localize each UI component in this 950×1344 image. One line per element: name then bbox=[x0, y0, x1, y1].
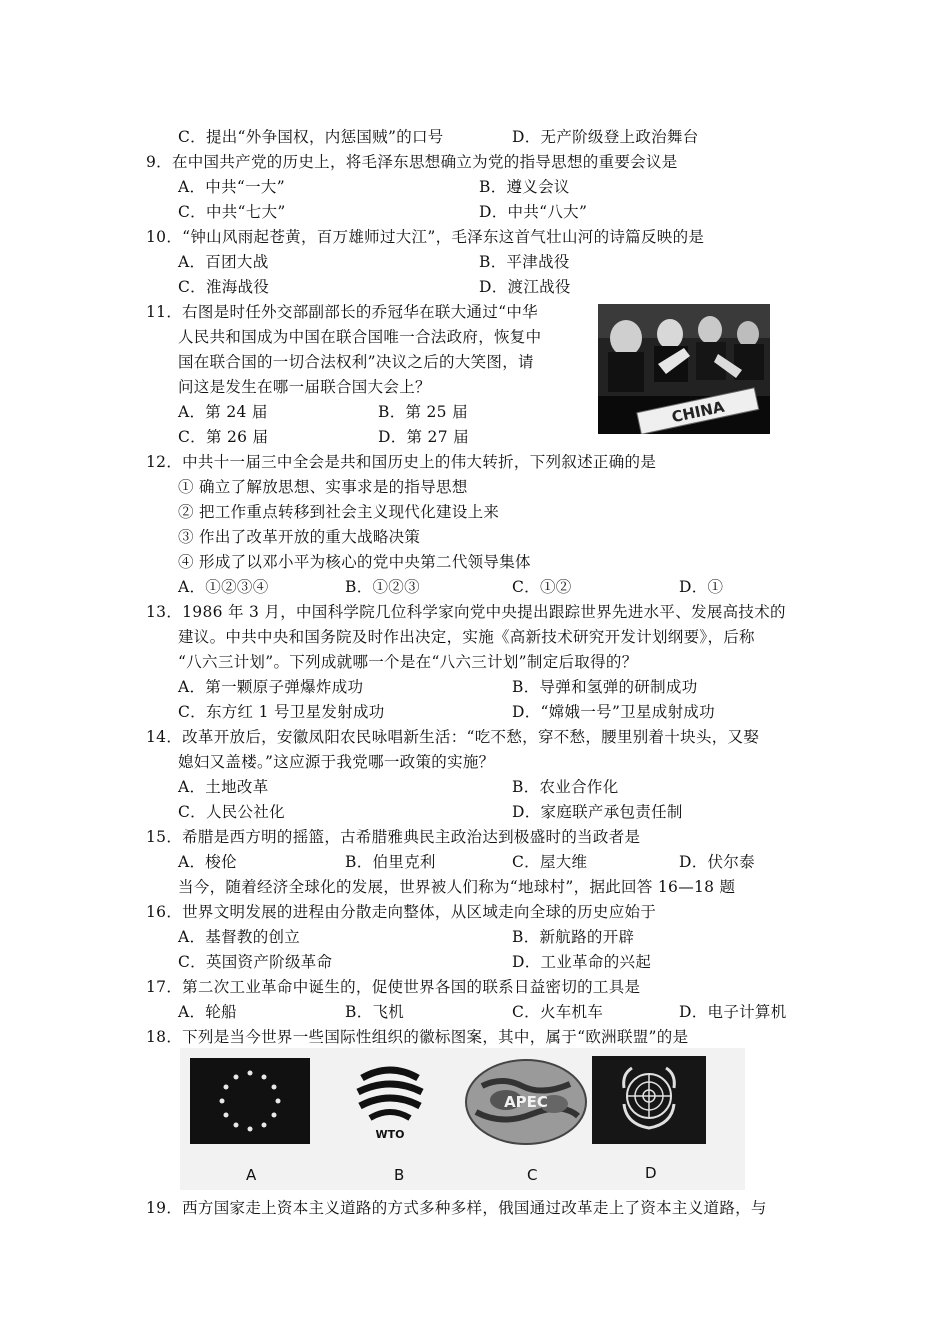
q14-option-c[interactable]: C．人民公社化 bbox=[178, 803, 285, 821]
q17-stem: 17．第二次工业革命中诞生的，促使世界各国的联系日益密切的工具是 bbox=[146, 978, 641, 996]
logo-label-b[interactable]: B bbox=[394, 1166, 405, 1184]
q16-option-c[interactable]: C．英国资产阶级革命 bbox=[178, 953, 333, 971]
q16-option-b[interactable]: B．新航路的开辟 bbox=[512, 928, 635, 946]
apec-text: APEC bbox=[504, 1093, 548, 1111]
q11-stem-line3: 国在联合国的一切合法权利”决议之后的大笑图，请 bbox=[178, 353, 534, 371]
q12-option-c[interactable]: C．①② bbox=[512, 578, 572, 596]
q13-option-a[interactable]: A．第一颗原子弹爆炸成功 bbox=[178, 678, 364, 696]
q10-option-b[interactable]: B．平津战役 bbox=[479, 253, 570, 271]
q17-option-d[interactable]: D．电子计算机 bbox=[679, 1003, 787, 1021]
q13-stem-line2: 建议。中共中央和国务院及时作出决定，实施《高新技术研究开发计划纲要》，后称 bbox=[178, 628, 755, 646]
q15-option-d[interactable]: D．伏尔泰 bbox=[679, 853, 755, 871]
logo-label-a[interactable]: A bbox=[246, 1166, 257, 1184]
q11-stem-line4: 问这是发生在哪一届联合国大会上？ bbox=[178, 378, 431, 396]
q11-option-c[interactable]: C．第 26 届 bbox=[178, 428, 269, 446]
q14-stem-line1: 14．改革开放后，安徽凤阳农民咏唱新生活：“吃不愁，穿不愁，腰里别着十块头，又娶 bbox=[146, 728, 760, 746]
q12-option-a[interactable]: A．①②③④ bbox=[178, 578, 269, 596]
wto-logo[interactable] bbox=[340, 1056, 440, 1146]
q10-option-a[interactable]: A．百团大战 bbox=[178, 253, 269, 271]
q9-stem: 9．在中国共产党的历史上，将毛泽东思想确立为党的指导思想的重要会议是 bbox=[146, 153, 678, 171]
wto-svg bbox=[340, 1056, 440, 1146]
q8-option-c[interactable]: C．提出“外争国权，内惩国贼”的口号 bbox=[178, 128, 444, 146]
logo-label-d[interactable]: D bbox=[645, 1164, 657, 1182]
q13-stem-line3: “八六三计划”。下列成就哪一个是在“八六三计划”制定后取得的？ bbox=[178, 653, 638, 671]
q10-option-d[interactable]: D．渡江战役 bbox=[479, 278, 571, 296]
q16-option-d[interactable]: D．工业革命的兴起 bbox=[512, 953, 652, 971]
q14-option-b[interactable]: B．农业合作化 bbox=[512, 778, 619, 796]
q19-stem-line1: 19．西方国家走上资本主义道路的方式多种多样，俄国通过改革走上了资本主义道路，与 bbox=[146, 1199, 767, 1217]
q12-option-d[interactable]: D．① bbox=[679, 578, 724, 596]
q14-option-d[interactable]: D．家庭联产承包责任制 bbox=[512, 803, 683, 821]
q12-stem: 12．中共十一届三中全会是共和国历史上的伟大转折，下列叙述正确的是 bbox=[146, 453, 657, 471]
q13-option-d[interactable]: D．“嫦娥一号”卫星成射成功 bbox=[512, 703, 715, 721]
china-placard-text: CHINA bbox=[670, 397, 726, 427]
q12-item-3: ③ 作出了改革开放的重大战略决策 bbox=[178, 528, 421, 546]
logo-label-c[interactable]: C bbox=[527, 1166, 538, 1184]
q9-option-a[interactable]: A．中共“一大” bbox=[178, 178, 285, 196]
eu-flag-logo[interactable] bbox=[190, 1058, 310, 1144]
q17-option-a[interactable]: A．轮船 bbox=[178, 1003, 237, 1021]
q15-option-a[interactable]: A．梭伦 bbox=[178, 853, 237, 871]
q13-option-c[interactable]: C．东方红 1 号卫星发射成功 bbox=[178, 703, 385, 721]
q15-option-c[interactable]: C．屋大维 bbox=[512, 853, 588, 871]
q10-option-c[interactable]: C．淮海战役 bbox=[178, 278, 270, 296]
q12-item-1: ① 确立了解放思想、实事求是的指导思想 bbox=[178, 478, 468, 496]
un-flag-logo[interactable] bbox=[592, 1056, 706, 1144]
q15-option-b[interactable]: B．伯里克利 bbox=[345, 853, 436, 871]
q18-logo-panel bbox=[180, 1048, 745, 1190]
group-intro-16-18: 当今，随着经济全球化的发展，世界被人们称为“地球村”，据此回答 16—18 题 bbox=[178, 878, 736, 896]
q9-option-b[interactable]: B．遵义会议 bbox=[479, 178, 570, 196]
q16-option-a[interactable]: A．基督教的创立 bbox=[178, 928, 301, 946]
q11-option-a[interactable]: A．第 24 届 bbox=[178, 403, 268, 421]
un-flag-svg bbox=[592, 1056, 706, 1144]
eu-flag-svg bbox=[190, 1058, 310, 1144]
q8-option-d[interactable]: D．无产阶级登上政治舞台 bbox=[512, 128, 699, 146]
wto-text: WTO bbox=[375, 1128, 405, 1141]
q13-stem-line1: 13．1986 年 3 月，中国科学院几位科学家向党中央提出跟踪世界先进水平、发展高技术的 bbox=[146, 603, 786, 621]
photo-svg bbox=[598, 304, 770, 434]
q14-stem-line2: 媳妇又盖楼。”这应源于我党哪一政策的实施？ bbox=[178, 753, 495, 771]
q17-option-c[interactable]: C．火车机车 bbox=[512, 1003, 604, 1021]
apec-svg bbox=[462, 1056, 590, 1148]
q10-stem: 10．“钟山风雨起苍黄，百万雄师过大江”，毛泽东这首气壮山河的诗篇反映的是 bbox=[146, 228, 705, 246]
q15-stem: 15．希腊是西方明的摇篮，古希腊雅典民主政治达到极盛时的当政者是 bbox=[146, 828, 641, 846]
q12-item-4: ④ 形成了以邓小平为核心的党中央第二代领导集体 bbox=[178, 553, 531, 571]
q17-option-b[interactable]: B．飞机 bbox=[345, 1003, 405, 1021]
q18-stem: 18．下列是当今世界一些国际性组织的徽标图案，其中，属于“欧洲联盟”的是 bbox=[146, 1028, 689, 1046]
apec-logo[interactable] bbox=[462, 1056, 590, 1148]
q12-item-2: ② 把工作重点转移到社会主义现代化建设上来 bbox=[178, 503, 500, 521]
q11-option-b[interactable]: B．第 25 届 bbox=[378, 403, 468, 421]
q9-option-c[interactable]: C．中共“七大” bbox=[178, 203, 286, 221]
q14-option-a[interactable]: A．土地改革 bbox=[178, 778, 269, 796]
q13-option-b[interactable]: B．导弹和氢弹的研制成功 bbox=[512, 678, 698, 696]
q11-stem-line2: 人民共和国成为中国在联合国唯一合法政府，恢复中 bbox=[178, 328, 542, 346]
q9-option-d[interactable]: D．中共“八大” bbox=[479, 203, 588, 221]
q11-stem-line1: 11．右图是时任外交部副部长的乔冠华在联大通过“中华 bbox=[146, 303, 538, 321]
un-assembly-photo bbox=[598, 304, 770, 434]
q16-stem: 16．世界文明发展的进程由分散走向整体，从区域走向全球的历史应始于 bbox=[146, 903, 657, 921]
q12-option-b[interactable]: B．①②③ bbox=[345, 578, 420, 596]
q11-option-d[interactable]: D．第 27 届 bbox=[378, 428, 469, 446]
